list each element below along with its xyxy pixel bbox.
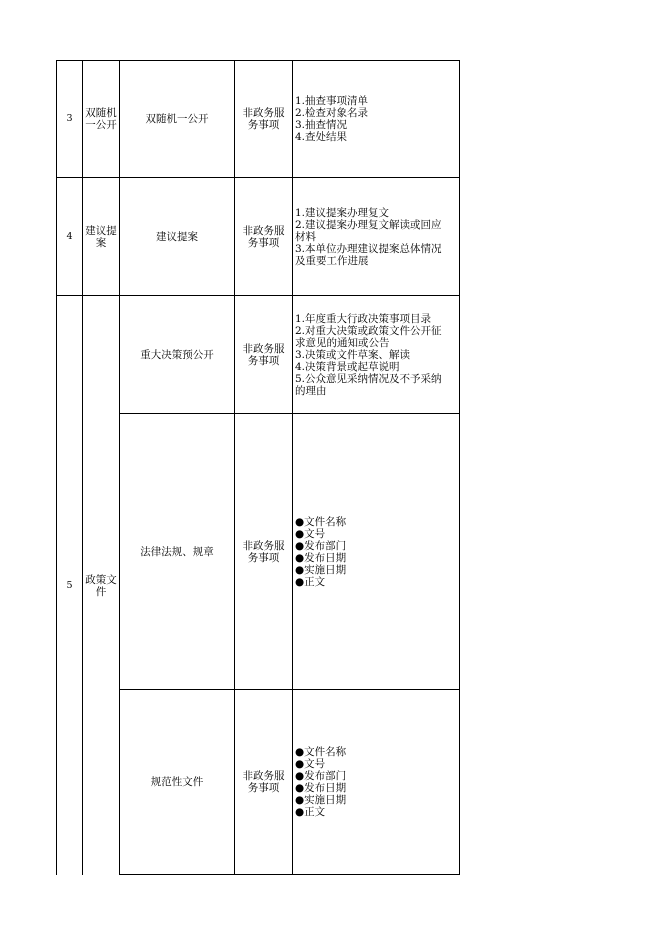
category-text: 政策文 件 [85,573,117,598]
type-text: 非政务服 务事项 [242,539,285,564]
type-text: 非政务服 务事项 [242,107,285,131]
content-text: 1.建议提案办理复文 2.建议提案办理复文解读或回应 材料 3.本单位办理建议提案总体情况 及重要工作进展 [295,206,442,267]
row-index: 3 [66,113,73,124]
row-index-cell[interactable] [57,178,82,295]
subcategory-cell[interactable] [120,61,234,177]
grid-line [119,874,460,875]
type-cell[interactable] [235,178,292,295]
subcategory-text: 重大决策预公开 [140,348,214,361]
content-cell[interactable] [293,178,459,295]
subcategory-cell[interactable] [120,178,234,295]
content-text: ●文件名称 ●文号 ●发布部门 ●发布日期 ●实施日期 ●正文 [295,515,347,588]
category-text: 双随机 一公开 [85,107,117,131]
subcategory-text: 建议提案 [156,230,198,243]
content-cell[interactable] [293,61,459,177]
category-cell[interactable] [83,178,119,295]
type-text: 非政务服 务事项 [242,770,285,794]
content-text: 1.抽查事项清单 2.检查对象名录 3.抽查情况 4.查处结果 [295,95,369,143]
subcategory-text: 规范性文件 [150,776,204,788]
row-index: 4 [66,230,73,242]
subcategory-text: 双随机一公开 [145,113,209,125]
row-index-cell[interactable] [57,61,82,177]
type-text: 非政务服 务事项 [242,342,285,367]
content-cell[interactable] [293,414,459,689]
subcategory-cell[interactable] [120,690,234,874]
type-cell[interactable] [235,414,292,689]
category-cell[interactable] [83,296,119,875]
category-cell[interactable] [83,61,119,177]
type-text: 非政务服 务事项 [242,224,285,249]
subcategory-cell[interactable] [120,414,234,689]
grid-line [459,60,460,875]
row-index-cell[interactable] [57,296,82,875]
content-text: 1.年度重大行政决策事项目录 2.对重大决策或政策文件公开征 求意见的通知或公告 3.决策或文件草案、解读 4.决策背景或起草说明 5.公众意见采纳情况及不予采纳 的理由 [295,312,442,397]
content-cell[interactable] [293,690,459,874]
type-cell[interactable] [235,296,292,413]
content-text: ●文件名称 ●文号 ●发布部门 ●发布日期 ●实施日期 ●正文 [295,746,347,818]
category-text: 建议提 案 [85,224,117,249]
type-cell[interactable] [235,690,292,874]
subcategory-text: 法律法规、规章 [140,545,214,558]
subcategory-cell[interactable] [120,296,234,413]
type-cell[interactable] [235,61,292,177]
row-index: 5 [66,579,73,591]
content-cell[interactable] [293,296,459,413]
